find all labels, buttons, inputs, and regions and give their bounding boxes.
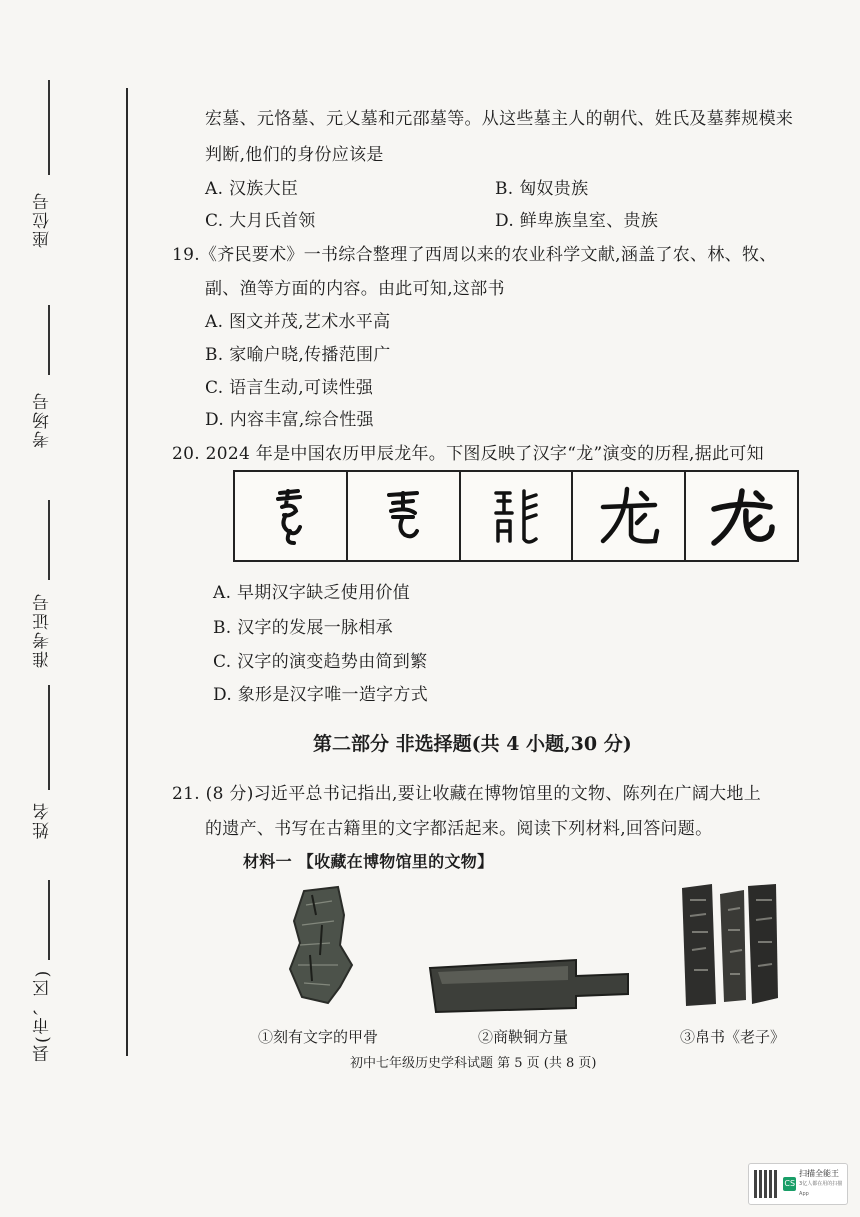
page-footer: 初中七年级历史学科试题 第 5 页 (共 8 页) — [350, 1056, 597, 1071]
badge-app-name: 扫描全能王 — [799, 1169, 840, 1178]
dragon-regular-glyph — [573, 472, 686, 560]
dragon-cursive-glyph — [686, 472, 797, 560]
q20-option-c: C. 汉字的演变趋势由简到繁 — [213, 652, 428, 672]
camscanner-logo-icon: CS — [783, 1177, 796, 1191]
binding-line — [126, 88, 128, 1056]
bronze-measure-caption: ②商鞅铜方量 — [478, 1028, 569, 1046]
dragon-oracle-bone-glyph — [235, 472, 348, 560]
dragon-evolution-table — [233, 470, 799, 562]
q18-line2: 判断,他们的身份应该是 — [205, 145, 384, 165]
name-label: 姓名 — [33, 801, 53, 839]
q18-line1: 宏墓、元恪墓、元乂墓和元邵墓等。从这些墓主人的朝代、姓氏及墓葬规模来 — [205, 109, 794, 129]
dragon-bronze-glyph — [348, 472, 461, 560]
room-label: 考场号 — [33, 391, 53, 449]
silk-manuscript-image — [678, 880, 780, 1008]
dragon-seal-glyph — [461, 472, 574, 560]
silk-manuscript-caption: ③帛书《老子》 — [680, 1028, 786, 1046]
q18-option-a: A. 汉族大臣 — [205, 179, 299, 199]
name-field — [30, 795, 70, 875]
q19-option-c: C. 语言生动,可读性强 — [205, 378, 374, 398]
scanner-watermark-badge — [748, 1163, 848, 1205]
bronze-measure-image — [428, 958, 630, 1014]
q19-option-d: D. 内容丰富,综合性强 — [205, 410, 374, 430]
q21-line2: 的遗产、书写在古籍里的文字都活起来。阅读下列材料,回答问题。 — [205, 819, 713, 839]
county-rule — [48, 880, 50, 960]
badge-subtitle: 3亿人都在用的扫描App — [799, 1181, 843, 1197]
badge-text — [799, 1169, 847, 1199]
q20-line1: 20. 2024 年是中国农历甲辰龙年。下图反映了汉字“龙”演变的历程,据此可知 — [172, 444, 764, 464]
q20-option-a: A. 早期汉字缺乏使用价值 — [213, 583, 410, 603]
room-rule — [48, 305, 50, 375]
q21-line1: 21. (8 分)习近平总书记指出,要让收藏在博物馆里的文物、陈列在广阔大地上 — [172, 784, 762, 804]
qr-code-icon — [754, 1170, 779, 1198]
oracle-bone-image — [282, 885, 362, 1005]
ticket-label: 准考证号 — [33, 592, 53, 668]
q19-option-a: A. 图文并茂,艺术水平高 — [205, 312, 391, 332]
ticket-field — [30, 585, 70, 695]
q19-line1: 19.《齐民要术》一书综合整理了西周以来的农业科学文献,涵盖了农、林、牧、 — [172, 245, 777, 265]
material-one-heading: 材料一 【收藏在博物馆里的文物】 — [243, 852, 494, 871]
oracle-bone-caption: ①刻有文字的甲骨 — [258, 1028, 379, 1046]
ticket-rule — [48, 500, 50, 580]
room-field — [30, 380, 70, 490]
seat-label: 座位号 — [33, 191, 53, 249]
seat-rule — [48, 80, 50, 175]
seat-field — [30, 180, 70, 290]
q20-option-b: B. 汉字的发展一脉相承 — [213, 618, 393, 638]
county-label: 县(市、区) — [33, 968, 53, 1062]
q18-option-c: C. 大月氏首领 — [205, 211, 316, 231]
q18-option-d: D. 鲜卑族皇室、贵族 — [495, 211, 659, 231]
section-two-title: 第二部分 非选择题(共 4 小题,30 分) — [313, 733, 632, 755]
q18-option-b: B. 匈奴贵族 — [495, 179, 589, 199]
q19-line2: 副、渔等方面的内容。由此可知,这部书 — [205, 279, 505, 299]
name-rule — [48, 685, 50, 790]
county-field — [30, 965, 70, 1065]
q19-option-b: B. 家喻户晓,传播范围广 — [205, 345, 391, 365]
q20-option-d: D. 象形是汉字唯一造字方式 — [213, 685, 429, 705]
